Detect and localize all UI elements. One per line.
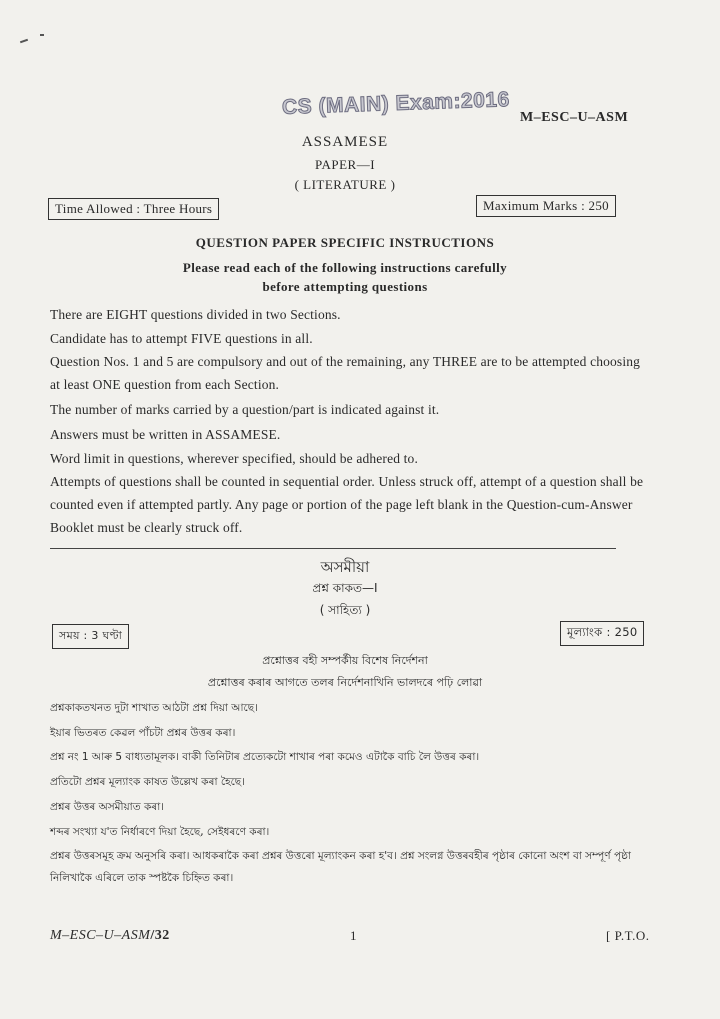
assamese-time-box: সময় : 3 ঘণ্টা bbox=[52, 624, 129, 649]
instruction-item: Attempts of questions shall be counted in sequential order. Unless struck off, attempt of a question shall be counted even if attempted partly. Any page or portion of the page left blank in the Question-cum-Answer Booklet must be clearly struck off. bbox=[50, 474, 644, 535]
assamese-subject-title: অসমীয়া bbox=[320, 558, 370, 576]
assamese-instruction-item: শব্দৰ সংখ্যা য'ত নিৰ্ধাৰণে দিয়া হৈছে, সেইধৰণে কৰা। bbox=[50, 826, 270, 838]
paper-subtitle: ( LITERATURE ) bbox=[294, 177, 396, 192]
assamese-paper-number: প্ৰশ্ন কাকত—I bbox=[312, 581, 378, 595]
assamese-instruction-item: প্ৰশ্নকাকতখনত দুটা শাখাত আঠটা প্ৰশ্ন দিয়া আছে। bbox=[50, 702, 258, 714]
footer-paper-code bbox=[50, 928, 170, 944]
page-number: 1 bbox=[350, 928, 357, 943]
subject-title: ASSAMESE bbox=[301, 134, 389, 150]
instruction-item: Word limit in questions, wherever specified, should be adhered to. bbox=[50, 451, 418, 466]
paper-code: M–ESC–U–ASM bbox=[520, 110, 629, 125]
assamese-instructions-heading: প্ৰশ্নোত্তৰ বহী সম্পৰ্কীয় বিশেষ নিৰ্দেশনা bbox=[262, 654, 428, 667]
instruction-item: Candidate has to attempt FIVE questions in all. bbox=[50, 331, 313, 346]
paper-number: PAPER—I bbox=[314, 157, 376, 172]
exam-stamp: CS (MAIN) Exam:2016 bbox=[281, 88, 511, 119]
assamese-instruction-item: প্ৰশ্নৰ উত্তৰসমূহ ক্ৰম অনুসৰি কৰা। আধকৰাকৈ কৰা প্ৰশ্নৰ উত্তৰো মূল্যাংকন কৰা হ'ব। প্ৰশ্ন সংলগ্ন উত্তৰবহীৰ পৃষ্ঠাৰ কোনো অংশ বা সম্পূৰ্ণ পৃষ্ঠা নিলিখাকৈ এৰিলে তাক স্পষ্টকৈ চিহ্নিত কৰা। bbox=[50, 850, 631, 884]
time-allowed-box: Time Allowed : Three Hours bbox=[48, 198, 219, 220]
assamese-instruction-item: ইয়াৰ ভিতৰত কেৱল পাঁচটা প্ৰশ্নৰ উত্তৰ কৰা। bbox=[50, 727, 236, 739]
instruction-item: There are EIGHT questions divided in two Sections. bbox=[50, 307, 341, 322]
instruction-item: Answers must be written in ASSAMESE. bbox=[50, 427, 281, 442]
assamese-instruction-item: প্ৰতিটো প্ৰশ্নৰ মূল্যাংক কাষত উল্লেখ কৰা হৈছে। bbox=[50, 776, 245, 788]
instructions-subheading: before attempting questions bbox=[262, 279, 428, 294]
footer-code-text: M–ESC–U–ASM bbox=[50, 928, 151, 943]
assamese-marks-box: মূল্যাংক : 250 bbox=[560, 621, 644, 646]
instructions-heading: QUESTION PAPER SPECIFIC INSTRUCTIONS bbox=[195, 235, 495, 250]
instruction-item: The number of marks carried by a question/part is indicated against it. bbox=[50, 402, 440, 417]
assamese-paper-subtitle: ( সাহিত্য ) bbox=[319, 603, 371, 617]
assamese-instruction-item: প্ৰশ্ন নং 1 আৰু 5 বাধ্যতামূলক। বাকী তিনিটাৰ প্ৰত্যেকটো শাখাৰ পৰা কমেও এটাকৈ বাচি লৈ উত্তৰ কৰা। bbox=[50, 751, 480, 763]
instruction-item: Question Nos. 1 and 5 are compulsory and out of the remaining, any THREE are to be attempted choosing at least ONE question from each Section. bbox=[50, 354, 641, 392]
scan-speck bbox=[40, 34, 44, 36]
maximum-marks-box: Maximum Marks : 250 bbox=[476, 195, 616, 217]
section-divider bbox=[50, 548, 616, 549]
pto-marker: [ P.T.O. bbox=[606, 928, 650, 943]
assamese-instruction-item: প্ৰশ্নৰ উত্তৰ অসমীয়াত কৰা। bbox=[50, 801, 165, 813]
instructions-subheading: Please read each of the following instructions carefully bbox=[182, 260, 508, 275]
footer-code-suffix: /32 bbox=[150, 928, 170, 943]
scan-speck bbox=[20, 39, 28, 44]
assamese-instructions-subheading: প্ৰশ্নোত্তৰ কৰাৰ আগতে তলৰ নিৰ্দেশনাখিনি ভালদৰে পঢ়ি লোৱা bbox=[207, 676, 483, 689]
